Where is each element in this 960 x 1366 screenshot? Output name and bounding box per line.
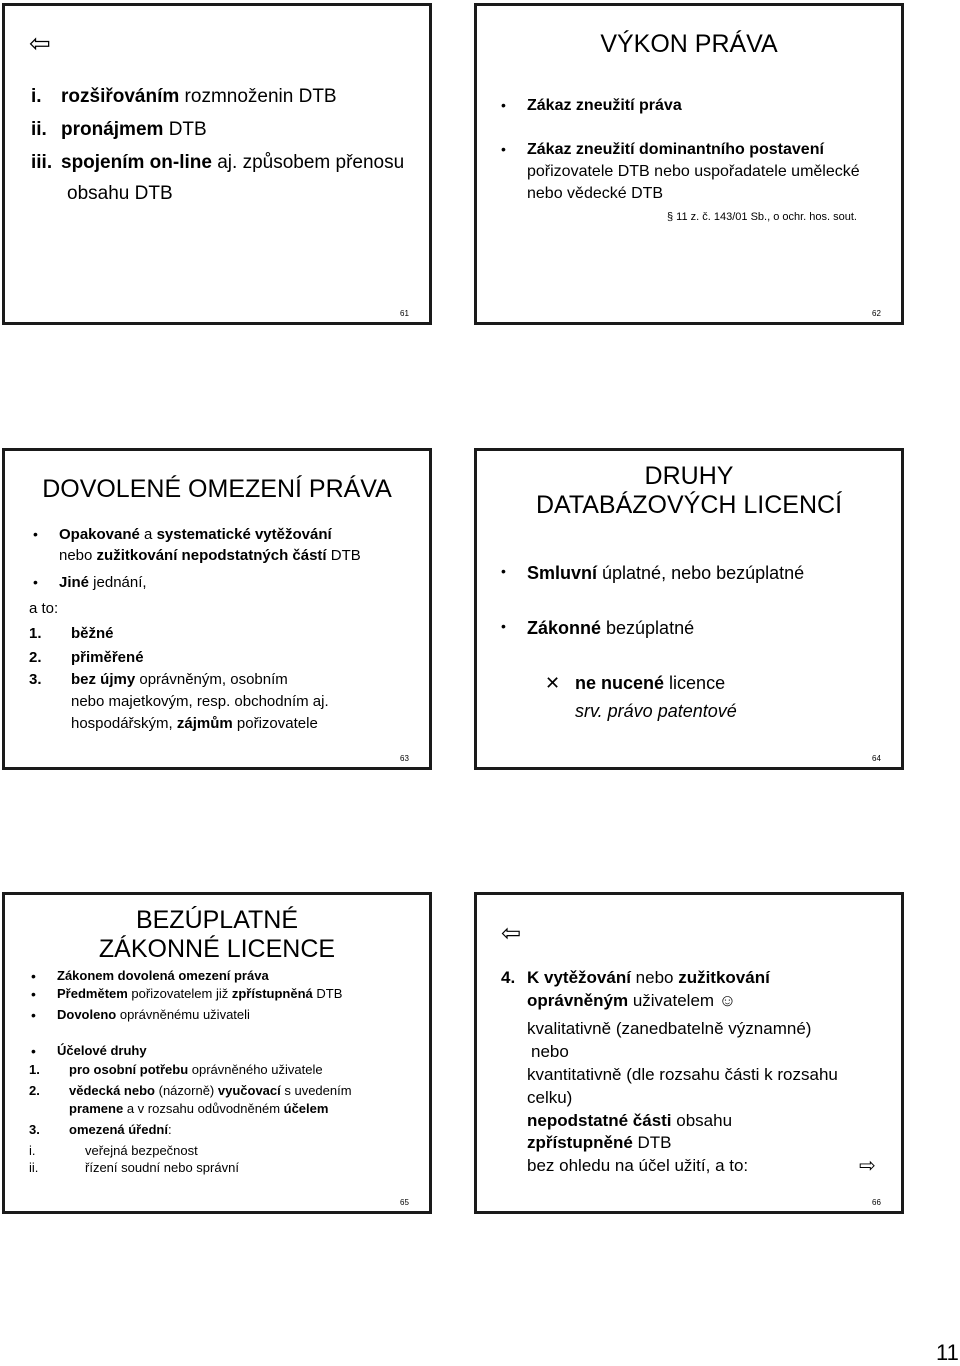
list-item: i. rozšiřováním rozmnoženin DTB: [31, 86, 337, 107]
text-line: nepodstatné části obsahu: [527, 1111, 733, 1130]
slide-number: 65: [400, 1198, 409, 1207]
page-number: 11: [936, 1340, 959, 1365]
bullet-item: • Zákonné bezúplatné: [527, 618, 694, 639]
numbered-continuation: hospodářským, zájmům pořizovatele: [71, 715, 318, 732]
numbered-item: 2. vědecká nebo (názorně) vyučovací s uvedením: [29, 1083, 352, 1098]
slide-number: 62: [872, 309, 881, 318]
text-line: nebo: [531, 1042, 569, 1061]
roman-item: i. veřejná bezpečnost: [29, 1143, 198, 1158]
slide-64: [474, 448, 904, 770]
intro-text: a to:: [29, 600, 59, 617]
slide-number: 61: [400, 309, 409, 318]
bullet-continuation: nebo zužitkování nepodstatných částí DTB: [59, 547, 361, 564]
bullet-item: • Účelové druhy: [57, 1043, 147, 1058]
numbered-item: 2. přiměřené: [29, 649, 144, 666]
slide-title-line: DATABÁZOVÝCH LICENCÍ: [535, 491, 843, 519]
text-line: kvalitativně (zanedbatelně významné): [527, 1019, 812, 1038]
list-item: iii. spojením on-line aj. způsobem přenosu: [31, 152, 405, 173]
numbered-item: 1. běžné: [29, 625, 114, 642]
numbered-continuation: pramene a v rozsahu odůvodněném účelem: [69, 1101, 329, 1116]
numbered-item: 1. pro osobní potřebu oprávněného uživatele: [29, 1062, 323, 1077]
bullet-item: • Jiné jednání,: [59, 574, 147, 591]
slide-number: 63: [400, 754, 409, 763]
slide-65: [2, 892, 432, 1214]
slide-62: [474, 3, 904, 325]
slide-title-line: DRUHY: [644, 462, 734, 490]
numbered-item: 3. omezená úřední:: [29, 1122, 172, 1137]
back-arrow-icon: ⇦: [501, 920, 522, 947]
bullet-item: • Smluvní úplatné, nebo bezúplatné: [527, 563, 804, 584]
slide-61: [2, 3, 432, 325]
text-line: bez ohledu na účel užití, a to:: [527, 1156, 749, 1175]
text-line: oprávněným uživatelem ☺: [527, 991, 737, 1010]
numbered-continuation: nebo majetkovým, resp. obchodním aj.: [71, 693, 329, 710]
roman-item: ii. řízení soudní nebo správní: [29, 1160, 239, 1175]
text-line: celku): [527, 1088, 573, 1107]
numbered-item: 4. K vytěžování nebo zužitkování: [501, 968, 770, 987]
slide-66: [474, 892, 904, 1214]
bullet-item: • Zákonem dovolená omezení práva: [57, 968, 269, 983]
bullet-item: • Zákaz zneužití práva: [527, 97, 682, 115]
sub-note: srv. právo patentové: [575, 701, 737, 721]
slide-title-line: BEZÚPLATNÉ: [135, 906, 299, 934]
law-reference: § 11 z. č. 143/01 Sb., o ochr. hos. sout.: [667, 211, 857, 223]
slide-number: 66: [872, 1198, 881, 1207]
back-arrow-icon: ⇦: [29, 28, 51, 58]
bullet-continuation: nebo vědecké DTB: [527, 185, 664, 202]
slide-title: DOVOLENÉ OMEZENÍ PRÁVA: [42, 475, 392, 503]
list-item-continuation: obsahu DTB: [67, 183, 173, 204]
bullet-item: • Předmětem pořizovatelem již zpřístupněná DTB: [57, 986, 342, 1001]
bullet-continuation: pořizovatele DTB nebo uspořadatele umělecké: [527, 163, 860, 180]
numbered-item: 3. bez újmy oprávněným, osobním: [29, 671, 288, 688]
slide-63: [2, 448, 432, 770]
slide-title-line: ZÁKONNÉ LICENCE: [98, 935, 336, 963]
bullet-item: • Dovoleno oprávněnému uživateli: [57, 1007, 250, 1022]
text-line: kvantitativně (dle rozsahu části k rozsahu: [527, 1065, 838, 1084]
bullet-item: • Zákaz zneužití dominantního postavení: [527, 141, 824, 159]
sub-item: ✕ ne nucené licence: [545, 673, 726, 693]
slide-title: VÝKON PRÁVA: [600, 30, 778, 58]
x-mark-icon: ✕: [545, 673, 561, 693]
forward-arrow-icon: ⇨: [859, 1155, 876, 1177]
text-line: zpřístupněné DTB: [527, 1133, 672, 1152]
slide-number: 64: [872, 754, 881, 763]
bullet-item: • Opakované a systematické vytěžování: [59, 526, 332, 543]
list-item: ii. pronájmem DTB: [31, 119, 207, 140]
